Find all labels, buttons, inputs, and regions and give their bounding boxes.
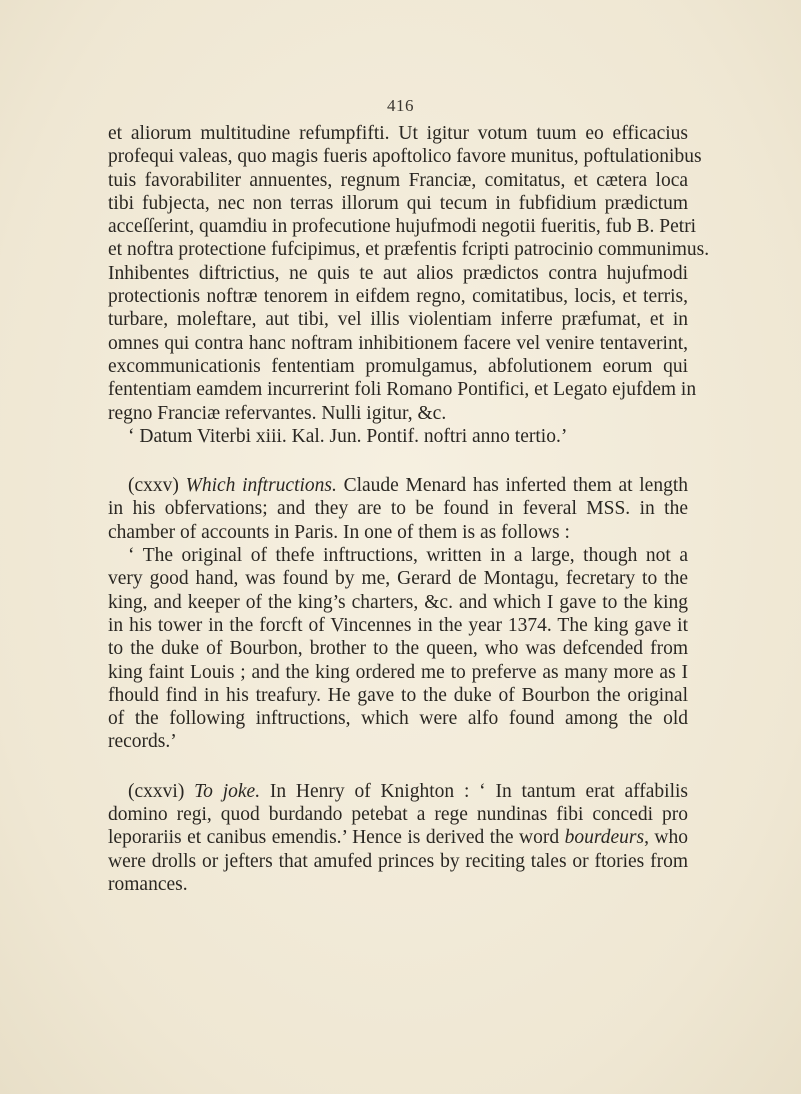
text-line: romances. xyxy=(108,873,188,895)
text-line: were drolls or jefters that amufed princes by reciting tales or ftories from xyxy=(108,850,688,872)
note-label: (cxxv) xyxy=(128,475,179,497)
text-line: tuis favorabiliter annuentes, regnum Franciæ, comitatus, et cætera loca xyxy=(108,169,688,191)
text-line: leporariis et canibus emendis.’ Hence is derived the word bourdeurs, who xyxy=(108,827,689,849)
paragraph-gap xyxy=(108,448,688,474)
text-line: regno Franciæ refervantes. Nulli igitur, &c. xyxy=(108,402,447,424)
text-line: king faint Louis ; and the king ordered me to preferve as many more as I xyxy=(108,661,688,683)
text-line: turbare, moleftare, aut tibi, vel illis violentiam inferre præfumat, et in xyxy=(108,309,688,331)
text-line: (cxxv) Which inftructions. Claude Menard has inferted them at length xyxy=(128,475,688,497)
text-line: excommunicationis fententiam promulgamus, abfolutionem eorum qui xyxy=(108,355,688,377)
paragraph-gap xyxy=(108,754,688,780)
body-text xyxy=(108,122,710,896)
text-line: omnes qui contra hanc noftram inhibitionem facere vel venire tentaverint, xyxy=(108,332,688,354)
paragraph-note-cxxv xyxy=(108,474,688,754)
note-label: (cxxvi) xyxy=(128,780,185,802)
text-line: records.’ xyxy=(108,731,177,753)
note-title: Which inftructions. xyxy=(185,475,337,497)
text-line: chamber of accounts in Paris. In one of them is as follows : xyxy=(108,521,570,543)
text-line: acceſſerint, quamdiu in profecutione hujufmodi negotii fueritis, fub B. Petri xyxy=(108,216,697,238)
closing-line: ‘ Datum Viterbi xiii. Kal. Jun. Pontif. noftri anno tertio.’ xyxy=(128,425,568,447)
text-line: to the duke of Bourbon, brother to the queen, who was defcended from xyxy=(108,638,688,660)
paragraph-latin-bull xyxy=(108,122,710,448)
text-line: of the following inftructions, which were alfo found among the old xyxy=(108,708,688,730)
text-line: et noftra protectione fufcipimus, et præfentis fcripti patrocinio communimus. xyxy=(108,239,710,261)
text-line: et aliorum multitudine refumpfifti. Ut igitur votum tuum eo efficacius xyxy=(108,123,688,144)
text-line: fententiam eamdem incurrerint foli Romano Pontifici, et Legato ejufdem in xyxy=(108,379,697,401)
text-line: protectionis noftræ tenorem in eifdem regno, comitatibus, locis, et terris, xyxy=(108,286,688,308)
text-line: profequi valeas, quo magis fueris apoftolico favore munitus, poftulationibus xyxy=(108,146,702,168)
text-line: domino regi, quod burdando petebat a rege nundinas fibi concedi pro xyxy=(108,804,688,826)
text-line: in his tower in the forcft of Vincennes in the year 1374. The king gave it xyxy=(108,614,688,636)
text-line: tibi fubjecta, nec non terras illorum qui tecum in fubfidium prædictum xyxy=(108,192,688,214)
page-number: 416 xyxy=(387,96,414,115)
italic-term: bourdeurs xyxy=(564,827,645,849)
text-line: fhould find in his treafury. He gave to the duke of Bourbon the original xyxy=(108,684,688,706)
text-line: (cxxvi) To joke. In Henry of Knighton : ‘ In tantum erat affabilis xyxy=(128,780,688,802)
text-line: in his obfervations; and they are to be found in feveral MSS. in the xyxy=(108,498,688,520)
paragraph-note-cxxvi xyxy=(108,780,688,896)
text-line: very good hand, was found by me, Gerard de Montagu, fecretary to the xyxy=(108,568,688,590)
text-line: Inhibentes diftrictius, ne quis te aut alios prædictos contra hujufmodi xyxy=(108,262,688,284)
text-line: king, and keeper of the king’s charters, &c. and which I gave to the king xyxy=(108,591,688,613)
text-line: ‘ The original of thefe inftructions, written in a large, though not a xyxy=(128,545,688,567)
note-title: To joke. xyxy=(194,780,261,802)
